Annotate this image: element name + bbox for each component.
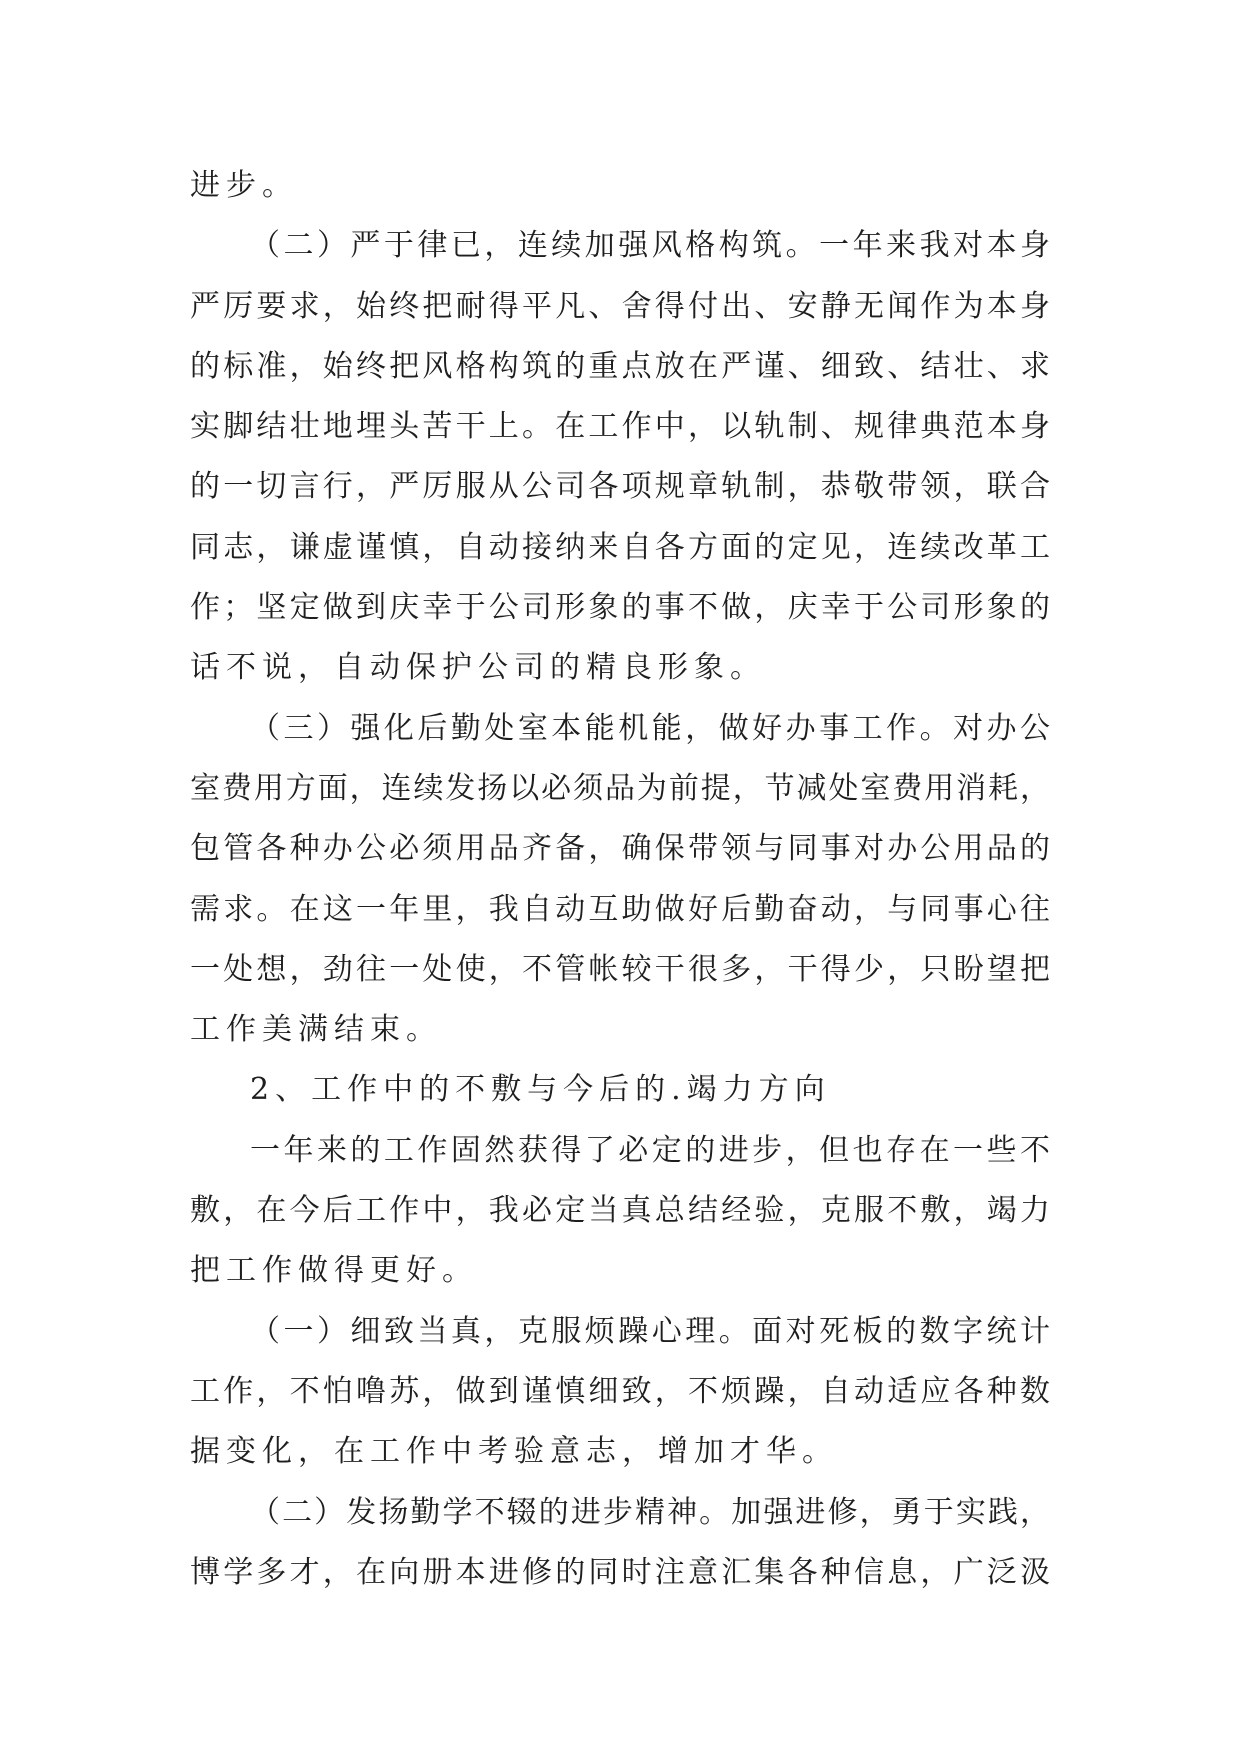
text-line: 一处想，劲往一处使，不管帐较干很多，干得少，只盼望把	[190, 951, 1050, 987]
text-line: 话不说，自动保护公司的精良形象。	[190, 650, 766, 686]
text-line: （三）强化后勤处室本能机能，做好办事工作。对办公	[250, 710, 1050, 746]
text-line: 工作，不怕噜苏，做到谨慎细致，不烦躁，自动适应各种数	[190, 1373, 1050, 1409]
text-line: 严厉要求，始终把耐得平凡、舍得付出、安静无闻作为本身	[190, 288, 1050, 324]
text-line: 同志，谦虚谨慎，自动接纳来自各方面的定见，连续改革工	[190, 529, 1050, 565]
text-line: 一年来的工作固然获得了必定的进步，但也存在一些不	[250, 1132, 1050, 1168]
text-line: 室费用方面，连续发扬以必须品为前提，节减处室费用消耗，	[190, 770, 1050, 806]
text-line: 博学多才，在向册本进修的同时注意汇集各种信息，广泛汲	[190, 1554, 1050, 1590]
section-heading: 2、工作中的不敷与今后的.竭力方向	[250, 1072, 831, 1108]
text-line: 的标准，始终把风格构筑的重点放在严谨、细致、结壮、求	[190, 348, 1050, 384]
text-line: 把工作做得更好。	[190, 1253, 478, 1289]
text-line: 敷，在今后工作中，我必定当真总结经验，克服不敷，竭力	[190, 1193, 1050, 1229]
text-line: 工作美满结束。	[190, 1012, 442, 1048]
text-line: 需求。在这一年里，我自动互助做好后勤奋动，与同事心往	[190, 891, 1050, 927]
text-line: 据变化，在工作中考验意志，增加才华。	[190, 1434, 838, 1470]
document-body	[190, 156, 1050, 1603]
text-line: 作；坚定做到庆幸于公司形象的事不做，庆幸于公司形象的	[190, 590, 1050, 626]
text-line: （二）严于律已，连续加强风格构筑。一年来我对本身	[250, 228, 1050, 264]
text-line: 实脚结壮地埋头苦干上。在工作中，以轨制、规律典范本身	[190, 409, 1050, 445]
text-line: 进步。	[190, 168, 298, 203]
text-line: 的一切言行，严厉服从公司各项规章轨制，恭敬带领，联合	[190, 469, 1050, 505]
text-line: 包管各种办公必须用品齐备，确保带领与同事对办公用品的	[190, 831, 1050, 867]
text-line: （二）发扬勤学不辍的进步精神。加强进修，勇于实践，	[250, 1494, 1050, 1530]
text-line: （一）细致当真，克服烦躁心理。面对死板的数字统计	[250, 1313, 1050, 1349]
